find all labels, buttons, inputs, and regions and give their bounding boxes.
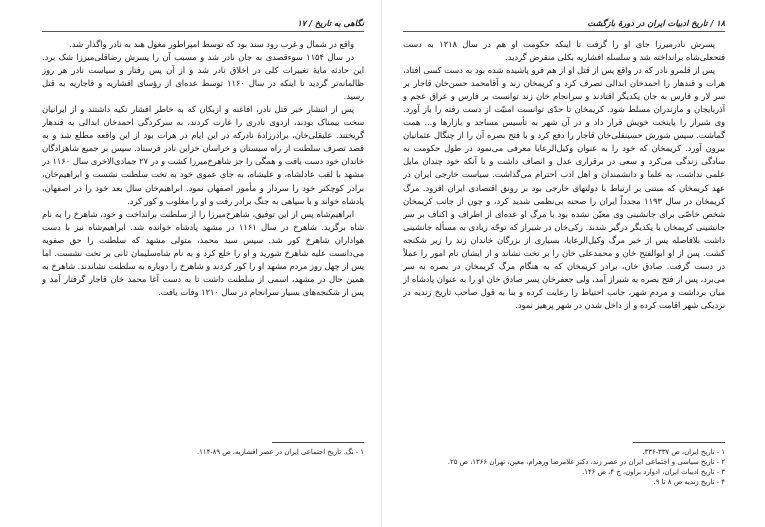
paragraph: پس از قلمرو نادر که در واقع پس از قتل او از هم فرو پاشیده شده بود به دست کسی افتاد، هرات و قندهار را احمدخان ابدالی تصرف کرد و کریمخان زند و آقامحمد حسن‌خان قاجار بر سر لار و فارس به جان یکدیگر افتادند و سرانجام خان زند توانست بر فارس و عراق عجم و آذربایجان و مازندران مسلط شود. کریمخان تا حدّی توانست امنیّت از دست رفته را باز آورد. وی شیراز را پایتخت خویش قرار داد و در آن شهر به تأسیس مساجد و بازارها و... همت گماشت. سپس شورش حسینقلی‌خان قاجار را دفع کرد و با فتح بصره آن را از چنگال عثمانیان بیرون آورد. کریمخان که خود را به عنوان وکیل‌الرعایا معرفی می‌نمود در طول حکومت به سادگی زندگی می‌کرد و سعی در برقراری عدل و انصاف داشت و با آنکه خود چندان مایل علمی نداشت، به علما و دانشمندان و اهل ادب احترام می‌گذاشت. سیاست خارجی ایران در عهد کریمخان که مبتنی بر ارتباط با دولتهای خارجی بود بر رونق اقتصادی ایران افزود. مرگ کریمخان در سال ۱۱۹۳ مجدداً ایران را صحنه بی‌نظمی شدید کرد، و چون از جانب کریمخان شخص خاصّی برای جانشینی وی معیّن نشده بود با مرگ او عده‌ای از اطراف و اکناف بر سر جانشینی کریمخان با یکدیگر درگیر شدند. زکی‌خان در شیراز که توجّه زیادی به مسأله جانشینی داشت بلافاصله پس از خبر مرگ وکیل‌الرعایا، بسیاری از بزرگان خاندان زند را زیر شکنجه کشت. پس از او ابوالفتح خان و محمدعلی خان را بر تخت نشاند و از ایشان نام امور را عملاً در دست گرفت. صادق خان، برادر کریمخان که به هنگام مرگ کریمخان در بصره به سر می‌برد، پس از فتح بصره به شیراز آمد، ولی جعفرخان پسر صادق خان او را به عنوان پادشاه از میان برداشت و مردم شهر، جانب احتیاط را رعایت کرده و بنا به قول صاحب تاریخ زندیه در نزدیکی شهر اقامت کرده و از داخل شدن در شهر پرهیز نمود.	[403, 65, 725, 310]
page-header	[403, 18, 725, 32]
body-text	[42, 38, 364, 434]
page-header	[42, 18, 364, 32]
paragraph: در سال ۱۱۵۴ سوءقصدی به جان نادر شد و مسبب آن را پسرش رضاقلی‌میرزا شک برد. این حادثه مایهٔ تغییرات کلی در اخلاق نادر شد و از آن پس رفتار و سیاست نادر هر روز ظالمانه‌تر گردید تا اینکه در سال ۱۱۶۰ توسط عده‌ای از رؤسای افشاریه و قاجاریه به قتل رسید.	[42, 52, 364, 102]
right-page	[403, 18, 725, 508]
body-text	[403, 38, 725, 434]
footnote-divider	[633, 442, 725, 443]
footnote: ۴ - تاریخ زندیه ص ۸ تا ۹.	[653, 478, 725, 486]
paragraph: پس از انتشار خبر قتل نادر، افاغنه و ازبکان که به خاطر افشار تکیه داشتند و از ایرانیان سخت بیمناک بودند، اردوی نادری را غارت کردند، به سرکردگی احمدخان ابدالی به قندهار گریختند. علیقلی‌خان، برادرزادهٔ نادرکه در این ایام در هرات بود از این واقعه مطلع شد و به قصد تصرف سلطنت از راه سیستان و خراسان خزاین نادر فرستاد. سپس بر جمیع شاهزادگان خاندان خود دست یافت و همگی را جز شاهرخ‌میرزا کشت و در ۲۷ جمادی‌الاخری سال ۱۱۶۰ در مشهد با لقب عادلشاه، و علیشاه، به جای عموی خود به تخت سلطنت نشست و ابراهیم‌خان، برادر کوچکتر خود را سردار و مأمور اصفهان نمود. ابراهیم‌خان سال بعد خود را در اصفهان، پادشاه خواند و با سپاهی به جنگ برادر رفت و او را مغلوب و کور کرد.	[42, 104, 364, 206]
footnotes	[403, 447, 725, 487]
paragraph: پسرش نادرمیرزا جای او را گرفت تا اینکه حکومت او هم در سال ۱۲۱۸ به دست فتحعلی‌شاه برانداخته شد و سلسله افشاریه بکلی منقرض گردید.	[403, 39, 725, 63]
footnote: ۱ - تاریخ ایران، ص ۳۳۷-۳۳۶.	[642, 448, 725, 456]
footnote: ۲ - تاریخ سیاسی و اجتماعی ایران در عصر زند، دکتر غلامرضا ورهرام، معین، تهران ۱۳۶۶، ص ۲۵.	[447, 458, 725, 466]
paragraph: ابراهیم‌شاه پس از این توفیق، شاهرخ‌میرزا را از سلطنت برانداخت و خود، شاهرخ را به نام شاه برگزید. شاهرخ در سال ۱۱۶۱ در مشهد پادشاه خوانده شد. ابراهیم‌شاه نیز با دست هواداران شاهرخ کور شد. سپس سید محمد، متولی مشهد که سلطنت را حق صفویه می‌دانست علیه شاهرخ شورید و او را خلع کرد و به نام شاه‌سلیمان ثانی بر تخت نشست. اما پس از چهل روز مردم مشهد او را کور کردند و شاهرخ را دوباره به سلطنت نشاندند. شاهرخ به همین حال در مشهد، اسمی از سلطنت داشت تا به دست آغا محمد خان قاجار گرفتار آمد و پس از شکنجه‌های بسیار سرانجام در سال ۱۲۱۰ وفات یافت.	[42, 208, 364, 297]
footnotes	[42, 447, 364, 457]
paragraph: واقع در شمال و غرب رود سند بود که توسط امپراطور مغول هند به نادر واگذار شد.	[69, 39, 354, 49]
left-page	[42, 18, 364, 508]
footnote: ۳ - تاریخ ادبیات ایران، ادوارد براون، ج ۴، ص ۱۴۶.	[582, 468, 725, 476]
running-title: نگاهی به تاریخ / ۱۷	[297, 18, 364, 28]
footnote: ۱ - نگ. تاریخ اجتماعی ایران در عصر افشاریه، ص ۸۹-۱۱۴.	[196, 448, 364, 456]
running-title: ۱۸ / تاریخ ادبیات ایران در دورهٔ بازگشت	[587, 18, 725, 28]
page-gutter	[381, 0, 382, 527]
footnote-divider	[272, 442, 364, 443]
